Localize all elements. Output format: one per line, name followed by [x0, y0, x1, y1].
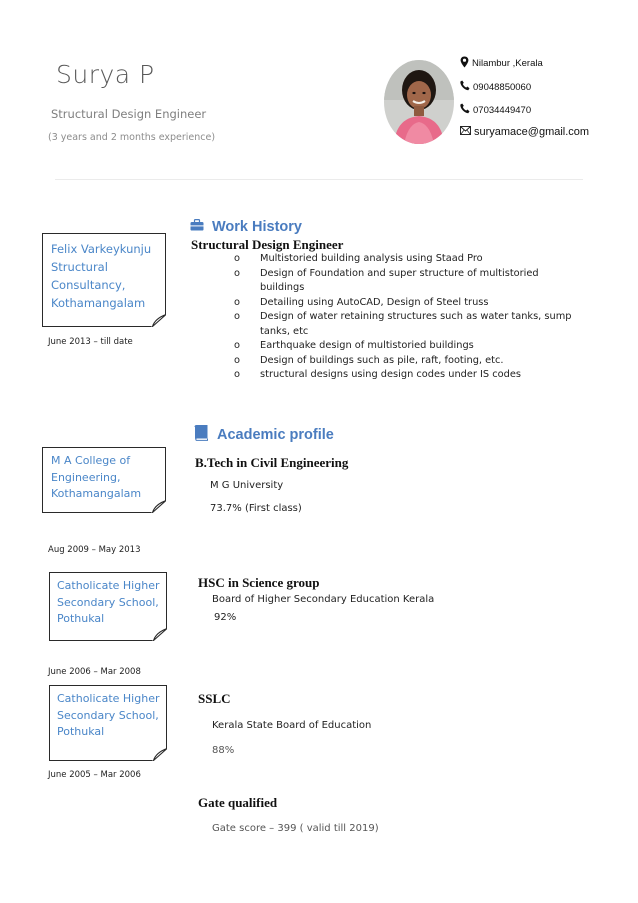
- academic-heading: Academic profile: [194, 425, 334, 445]
- institution-line: Pothukal: [57, 725, 105, 738]
- degree-line-1: M G University: [210, 480, 284, 491]
- contact-phone-2: [460, 103, 531, 117]
- employer-line: Consultancy,: [51, 278, 126, 292]
- institution-line: Catholicate Higher: [57, 579, 160, 592]
- institution-line: M A College of: [51, 454, 131, 467]
- email-address[interactable]: suryamace@gmail.com: [474, 126, 590, 138]
- institution-line: Engineering,: [51, 470, 121, 484]
- phone-number-1[interactable]: 09048850060: [473, 81, 532, 93]
- location-text: Nilambur ,Kerala: [472, 58, 543, 69]
- work-history-heading: Work History: [190, 219, 302, 235]
- employer-line: Felix Varkeykunju: [51, 242, 152, 256]
- education-date: Aug 2009 – May 2013: [48, 545, 141, 555]
- degree-line-2: 92%: [214, 612, 237, 623]
- candidate-name: Surya P: [56, 60, 155, 89]
- institution-note: [42, 447, 166, 513]
- page-curl-icon: [151, 500, 166, 513]
- job-role: Structural Design Engineer: [191, 237, 344, 252]
- list-item: o structural designs using design codes under IS codes: [234, 369, 521, 380]
- gate-heading: Gate qualified: [198, 795, 278, 810]
- list-item: o Earthquake design of multistoried buildings: [234, 340, 474, 351]
- page-curl-icon: [152, 628, 167, 641]
- work-bullets: [234, 252, 584, 383]
- education-date: June 2006 – Mar 2008: [48, 667, 141, 677]
- list-item: o Detailing using AutoCAD, Design of Steel truss: [234, 296, 489, 308]
- book-icon: [194, 425, 209, 445]
- institution-line: Secondary School,: [57, 595, 159, 609]
- location-pin-icon: [460, 56, 469, 71]
- phone-number-2[interactable]: 07034449470: [473, 104, 532, 116]
- institution-note: [49, 572, 167, 641]
- institution-note: [49, 685, 167, 761]
- degree-title: SSLC: [198, 691, 231, 706]
- candidate-title: Structural Design Engineer: [51, 107, 207, 121]
- list-item: o Design of Foundation and super structure of multistoried buildings: [234, 267, 539, 293]
- phone-icon: [460, 103, 470, 117]
- degree-line-2: 73.7% (First class): [210, 503, 302, 514]
- experience-summary: (3 years and 2 months experience): [48, 132, 216, 143]
- list-item: o Design of buildings such as pile, raft, footing, etc.: [234, 354, 504, 366]
- contact-location: [460, 56, 543, 71]
- degree-line-2: 88%: [212, 745, 235, 756]
- employer-line: Kothamangalam: [51, 296, 146, 310]
- institution-line: Secondary School,: [57, 708, 159, 722]
- degree-title: HSC in Science group: [198, 575, 320, 590]
- page-curl-icon: [151, 314, 166, 327]
- work-date: June 2013 – till date: [48, 337, 133, 347]
- employer-note: [42, 233, 166, 327]
- list-item: o Multistoried building analysis using Staad Pro: [234, 253, 483, 264]
- list-item: o Design of water retaining structures such as water tanks, sump tanks, etc: [234, 311, 572, 337]
- header-divider: [55, 179, 583, 180]
- briefcase-icon: [190, 219, 204, 235]
- institution-line: Pothukal: [57, 612, 105, 625]
- institution-line: Catholicate Higher: [57, 692, 160, 705]
- employer-line: Structural: [51, 260, 108, 274]
- page-curl-icon: [152, 748, 167, 761]
- contact-email: [460, 126, 589, 138]
- contact-phone-1: [460, 80, 531, 94]
- institution-line: Kothamangalam: [51, 487, 142, 500]
- education-date: June 2005 – Mar 2006: [48, 770, 141, 780]
- mail-icon: [460, 126, 471, 138]
- degree-line-1: Board of Higher Secondary Education Kerala: [212, 594, 435, 605]
- phone-icon: [460, 80, 470, 94]
- gate-score: Gate score – 399 ( valid till 2019): [212, 823, 379, 834]
- degree-title: B.Tech in Civil Engineering: [195, 455, 349, 470]
- profile-photo: [384, 60, 454, 144]
- degree-line-1: Kerala State Board of Education: [212, 720, 372, 731]
